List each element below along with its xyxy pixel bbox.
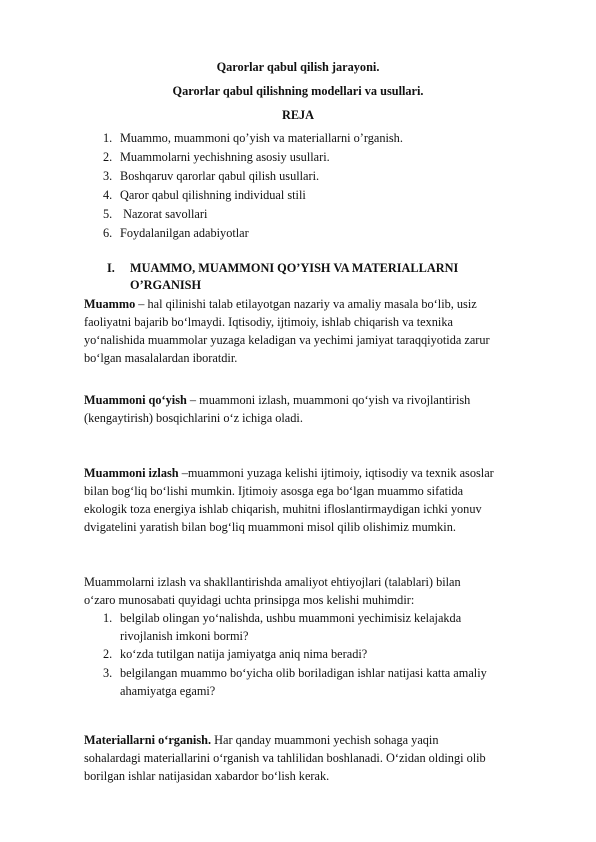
principle-item: ko‘zda tutilgan natija jamiyatga aniq nima beradi? [120,647,368,661]
section-heading: MUAMMO, MUAMMONI QO’YISH VA MATERIALLARNI [130,261,459,275]
paragraph-line: Muammo – hal qilinishi talab etilayotgan nazariy va amaliy masala bo‘lib, usiz [84,297,477,311]
reja-title: REJA [281,108,315,122]
reja-item: Qaror qabul qilishning individual stili [120,188,306,202]
document-title: Qarorlar qabul qilish jarayoni. [216,60,380,74]
reja-item-num: 6. [103,226,113,240]
paragraph-line: Muammoni izlash –muammoni yuzaga kelishi ijtimoiy, iqtisodiy va texnik asoslar [84,466,494,480]
reja-item-num: 4. [103,188,113,202]
reja-item-num: 3. [103,169,113,183]
section-number: I. [107,261,115,275]
reja-item: Nazorat savollari [120,207,208,221]
principle-num: 2. [103,647,113,661]
paragraph-line: Muammolarni izlash va shakllantirishda amaliyot ehtiyojlari (talablari) bilan [84,575,461,589]
term: Materiallarni o‘rganish. [84,733,212,747]
principle-item-cont: ahamiyatga egami? [120,684,216,698]
reja-item: Boshqaruv qarorlar qabul qilish usullari. [120,169,320,183]
principle-item: belgilangan muammo bo‘yicha olib boriladigan ishlar natijasi katta amaliy [120,666,487,680]
reja-item: Muammo, muammoni qo’yish va materiallarni o’rganish. [120,131,403,145]
principle-num: 3. [103,666,113,680]
paragraph-line: (kengaytirish) bosqichlarini o‘z ichiga oladi. [84,411,303,425]
principle-item: belgilab olingan yo‘nalishda, ushbu muammoni yechimisiz kelajakda [120,611,462,625]
section-heading-cont: O’RGANISH [130,278,202,292]
paragraph-line: dvigatelini yaratish bilan bog‘liq muammoni misol qilib olishimiz mumkin. [84,520,456,534]
paragraph-line: bilan bog‘liq bo‘lishi mumkin. Ijtimoiy asosga ega bo‘lgan muammo sifatida [84,484,464,498]
paragraph-line: Materiallarni o‘rganish. Har qanday muammoni yechish sohaga yaqin [84,733,439,747]
principle-num: 1. [103,611,113,625]
reja-item: Foydalanilgan adabiyotlar [120,226,249,240]
reja-item: Muammolarni yechishning asosiy usullari. [120,150,330,164]
paragraph-line: faoliyatni bajarib bo‘lmaydi. Iqtisodiy, ijtimoiy, ishlab chiqarish va texnika [84,315,453,329]
term: Muammo [84,297,136,311]
paragraph-line: yo‘nalishida muammolar yuzaga keladigan va yechimi jamiyat taraqqiyotida zarur [84,333,490,347]
paragraph-line: borilgan ishlar natijasidan xabardor bo‘lish kerak. [84,769,330,783]
term: Muammoni izlash [84,466,179,480]
paragraph-line: o‘zaro munosabati quyidagi uchta prinsipga mos kelishi muhimdir: [84,593,415,607]
reja-item-num: 2. [103,150,113,164]
principle-item-cont: rivojlanish imkoni bormi? [120,629,249,643]
reja-item-num: 5. [103,207,113,221]
paragraph-line: ekologik toza energiya ishlab chiqarish, muhitni ifloslantirmaydigan ichki yonuv [84,502,482,516]
term: Muammoni qo‘yish [84,393,187,407]
paragraph-line: Muammoni qo‘yish – muammoni izlash, muammoni qo‘yish va rivojlantirish [84,393,471,407]
reja-item-num: 1. [103,131,113,145]
paragraph-line: bo‘lgan masalalardan iboratdir. [84,351,238,365]
paragraph-line: sohalardagi materiallarini o‘rganish va tahlilidan boshlanadi. O‘zidan oldingi olib [84,751,486,765]
document-subtitle: Qarorlar qabul qilishning modellari va usullari. [172,84,424,98]
